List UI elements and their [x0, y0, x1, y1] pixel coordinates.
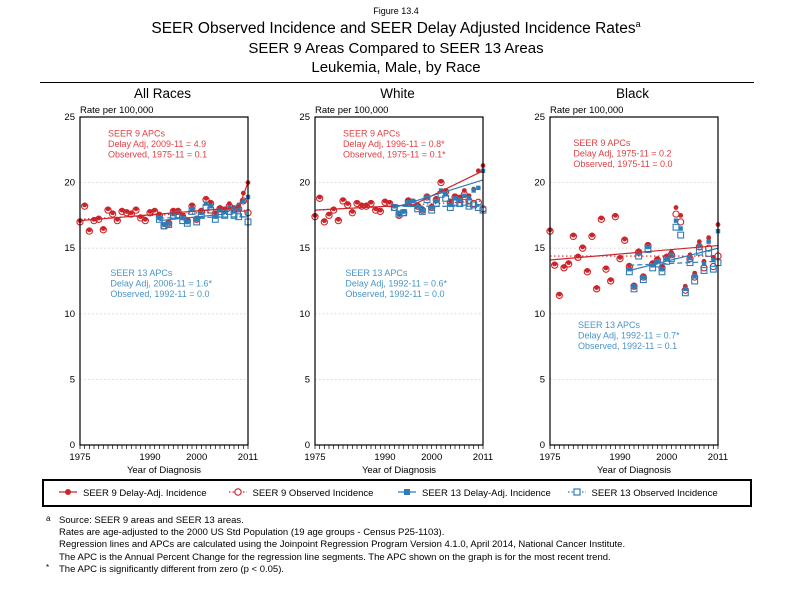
data-point: [673, 211, 679, 217]
footnote-row: [46, 552, 792, 564]
y-tick-label: 15: [299, 243, 310, 255]
x-axis-title: Year of Diagnosis: [126, 465, 202, 477]
apc-annotation: SEER 13 APCs Delay Adj, 1992-11 = 0.7* Observed, 1992-11 = 0.1: [578, 320, 680, 352]
legend-item-seer13-delay: [397, 486, 567, 501]
legend-item-seer9-observed: [228, 486, 398, 501]
data-point: [692, 274, 696, 278]
legend: [42, 479, 752, 507]
title-footnote-marker: a: [635, 19, 641, 29]
legend-item-seer9-delay: [58, 486, 228, 501]
y-tick-label: 15: [534, 243, 545, 255]
figure-subtitle-2: Leukemia, Male, by Race: [311, 59, 481, 77]
panel-title-white: White: [380, 86, 415, 102]
open-circle-legend-icon: [228, 486, 248, 501]
data-point: [706, 240, 710, 244]
y-tick-label: 0: [69, 440, 75, 452]
data-point: [678, 232, 684, 238]
chart-svg: [510, 101, 745, 477]
panel-title-black: Black: [615, 86, 649, 102]
x-axis-title: Year of Diagnosis: [361, 465, 437, 477]
y-tick-label: 25: [534, 112, 545, 124]
footnote-marker: [46, 538, 59, 550]
legend-label: SEER 13 Observed Incidence: [591, 487, 718, 499]
legend-item-seer13-observed: [567, 486, 737, 501]
filled-square-legend-icon: [397, 486, 417, 501]
y-tick-label: 5: [539, 374, 545, 386]
y-tick-label: 10: [299, 308, 310, 320]
chart-svg: [40, 101, 275, 477]
footnote-text: Rates are age-adjusted to the 2000 US Std Population (19 age groups - Census P25-1103).: [59, 527, 445, 539]
x-tick-label: 2011: [707, 452, 729, 464]
series-seer13-observed: [626, 224, 720, 295]
data-point: [471, 188, 475, 192]
panel-title-all-races: All Races: [133, 86, 192, 102]
y-tick-label: 5: [304, 374, 310, 386]
open-square-icon: [567, 486, 587, 498]
chart-panel-black: [510, 83, 745, 477]
x-tick-label: 1990: [139, 452, 161, 464]
figure-title: [0, 19, 792, 38]
plot-white: [275, 101, 510, 477]
footnote-text: Source: SEER 9 areas and SEER 13 areas.: [59, 515, 244, 527]
footnote-marker: *: [46, 562, 50, 572]
y-axis-title: Rate per 100,000: [550, 105, 624, 117]
figure-title-text: SEER Observed Incidence and SEER Delay Adjusted Incidence Rates: [151, 20, 636, 38]
y-tick-label: 20: [64, 177, 75, 189]
filled-circle-legend-icon: [58, 486, 78, 501]
y-tick-label: 10: [534, 308, 545, 320]
y-tick-label: 25: [64, 112, 75, 124]
filled-circle-icon: [58, 486, 78, 498]
apc-annotation: SEER 13 APCs Delay Adj, 2006-11 = 1.6* Observed, 1992-11 = 0.0: [110, 267, 212, 299]
x-tick-label: 2000: [186, 452, 208, 464]
x-tick-label: 2000: [421, 452, 443, 464]
data-point: [674, 205, 679, 210]
y-tick-label: 10: [64, 308, 75, 320]
footnote-row: [46, 515, 792, 527]
chart-panels: [40, 83, 792, 477]
figure-number: Figure 13.4: [373, 6, 419, 16]
y-tick-label: 15: [64, 243, 75, 255]
x-tick-label: 1975: [304, 452, 326, 464]
chart-svg: [275, 101, 510, 477]
legend-label: SEER 9 Observed Incidence: [252, 487, 374, 499]
x-tick-label: 1975: [69, 452, 91, 464]
data-point: [476, 186, 480, 190]
x-tick-label: 1990: [609, 452, 631, 464]
figure-subtitle-1: SEER 9 Areas Compared to SEER 13 Areas: [248, 40, 544, 58]
footnote-marker: a: [46, 514, 51, 524]
y-tick-label: 0: [304, 440, 310, 452]
y-axis-title: Rate per 100,000: [315, 105, 389, 117]
footnote-row: [46, 539, 792, 551]
footnote-row: [46, 564, 792, 576]
x-tick-label: 1975: [539, 452, 561, 464]
plot-all-races: [40, 101, 275, 477]
data-point: [706, 235, 711, 240]
y-axis-title: Rate per 100,000: [80, 105, 154, 117]
plot-black: [510, 101, 745, 477]
apc-annotation: SEER 13 APCs Delay Adj, 1992-11 = 0.6* Observed, 1992-11 = 0.0: [345, 267, 447, 299]
y-tick-label: 25: [299, 112, 310, 124]
footnote-text: Regression lines and APCs are calculated using the Joinpoint Regression Program Version 4.1.0, April 2014, National Cancer Institute.: [59, 539, 626, 551]
footnote-marker: [46, 551, 59, 563]
legend-label: SEER 9 Delay-Adj. Incidence: [83, 487, 207, 499]
chart-panel-white: [275, 83, 510, 477]
apc-annotation: SEER 9 APCs Delay Adj, 1996-11 = 0.8* Observed, 1975-11 = 0.1*: [343, 128, 446, 160]
apc-annotation: SEER 9 APCs Delay Adj, 2009-11 = 4.9 Observed, 1975-11 = 0.1: [108, 128, 208, 160]
data-point: [673, 224, 679, 230]
x-axis-title: Year of Diagnosis: [596, 465, 672, 477]
footnote-text: The APC is the Annual Percent Change for the regression line segments. The APC shown on the graph is for the most recent trend.: [59, 551, 611, 563]
y-tick-label: 20: [534, 177, 545, 189]
y-tick-label: 0: [539, 440, 545, 452]
legend-label: SEER 13 Delay-Adj. Incidence: [422, 487, 551, 499]
footnote-row: [46, 527, 792, 539]
data-point: [462, 194, 466, 198]
filled-square-icon: [397, 486, 417, 498]
y-tick-label: 5: [69, 374, 75, 386]
data-point: [674, 219, 678, 223]
open-circle-icon: [228, 486, 248, 498]
y-tick-label: 20: [299, 177, 310, 189]
footnotes: [46, 515, 792, 576]
footnote-text: The APC is significantly different from zero (p < 0.05).: [59, 563, 285, 575]
open-square-legend-icon: [567, 486, 587, 501]
x-tick-label: 1990: [374, 452, 396, 464]
figure-header: [0, 0, 792, 76]
x-tick-label: 2011: [472, 452, 494, 464]
x-tick-label: 2011: [237, 452, 259, 464]
x-tick-label: 2000: [656, 452, 678, 464]
apc-annotation: SEER 9 APCs Delay Adj, 1975-11 = 0.2 Observed, 1975-11 = 0.0: [573, 138, 673, 170]
chart-panel-all-races: [40, 83, 275, 477]
footnote-marker: [46, 526, 59, 538]
